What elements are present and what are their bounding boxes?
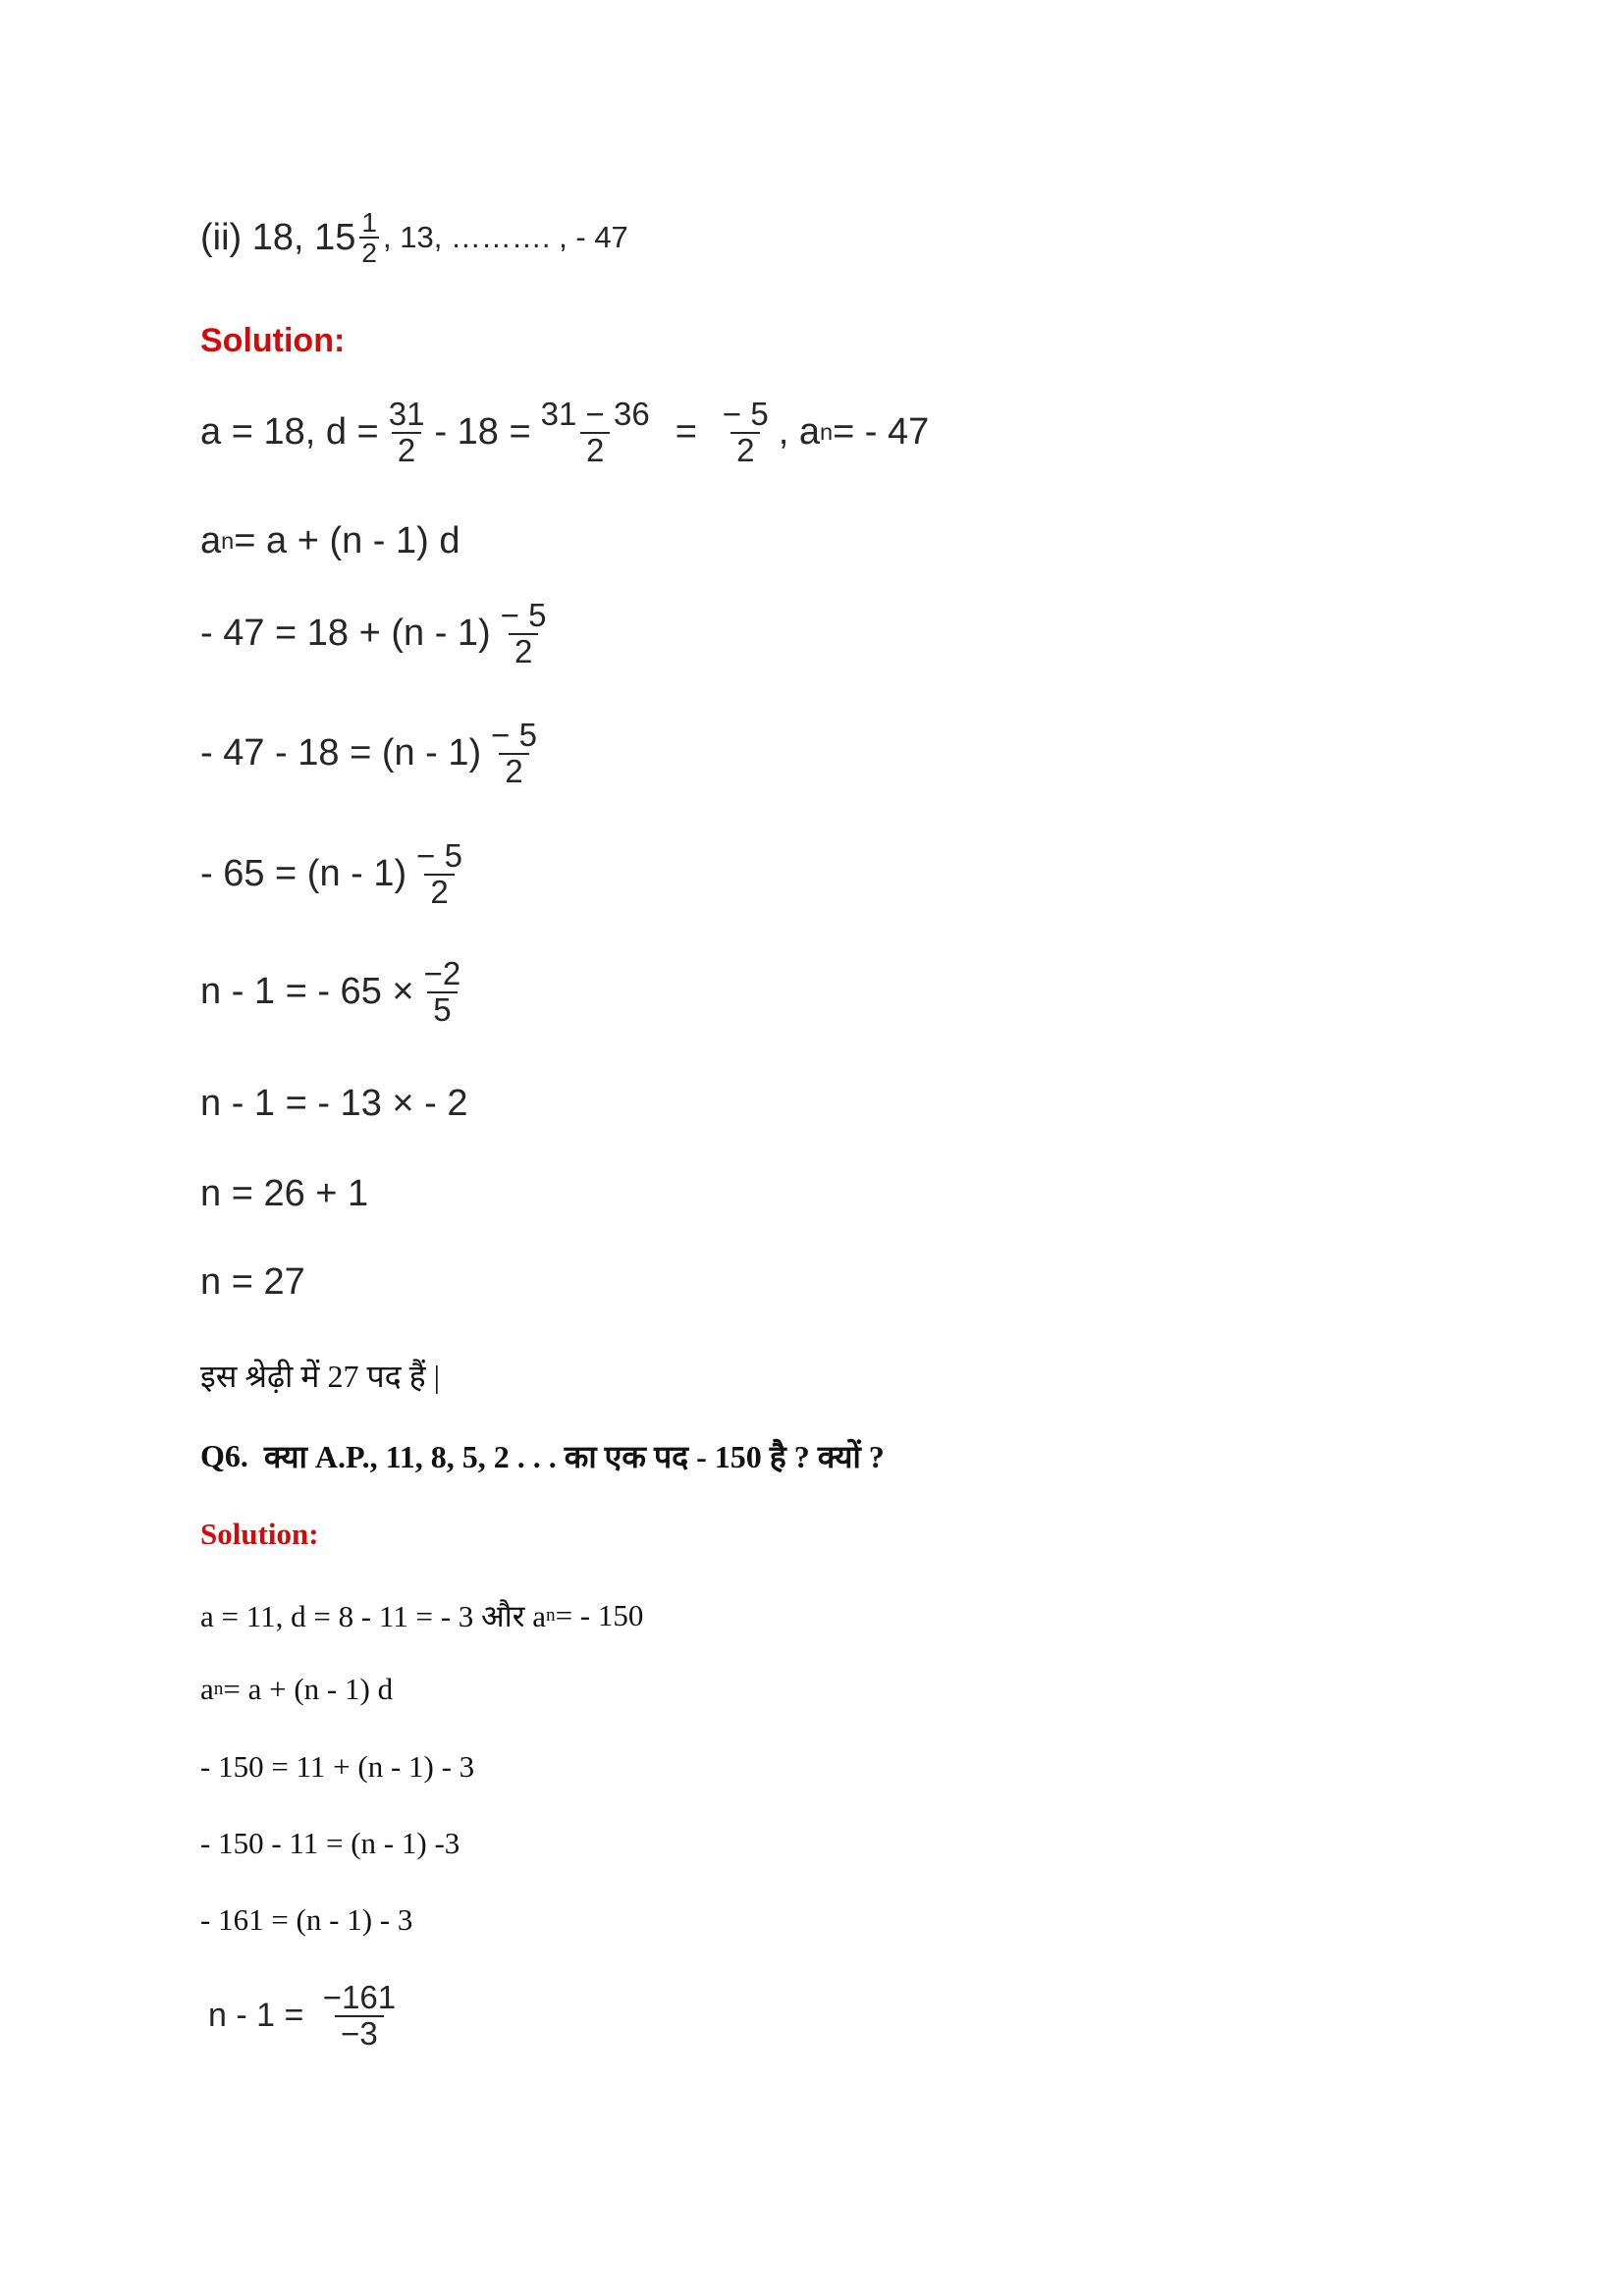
step-values-a: a = 18, d =	[200, 411, 379, 454]
subscript: n	[213, 1679, 224, 1699]
step-line	[200, 1261, 305, 1304]
step-line	[200, 957, 470, 1027]
fraction-numerator: − 5	[416, 837, 462, 874]
fraction-numerator: −161	[322, 1979, 397, 2015]
step-values-an-value: = - 47	[833, 411, 930, 454]
formula-line	[200, 1672, 393, 1707]
subscript: n	[819, 419, 834, 446]
step-text: n = 26 + 1	[200, 1173, 369, 1214]
formula-an: a	[200, 1672, 214, 1706]
fraction-numerator: − 5	[491, 717, 537, 753]
question-number: Q6.	[200, 1438, 248, 1473]
step-text: - 150 - 11 = (n - 1) -3	[200, 1826, 460, 1860]
fraction-denominator: 2	[499, 753, 528, 789]
step-line	[200, 1595, 643, 1636]
step-lhs: a = 11, d = 8 - 11 = - 3 और a	[200, 1599, 546, 1633]
part-ii-label: (ii)	[200, 216, 243, 258]
formula-rest: = a + (n - 1) d	[234, 520, 460, 561]
fraction-denominator: 2	[580, 432, 610, 468]
step-lhs: - 47 - 18 = (n - 1)	[200, 732, 482, 774]
step-lhs: n - 1 =	[208, 1997, 304, 2035]
part-ii-first-terms: 18, 15	[251, 216, 356, 258]
fraction-numerator: 31	[388, 396, 425, 432]
step-line	[200, 719, 547, 788]
solution-heading	[200, 322, 345, 360]
fraction-numerator: − 5	[500, 597, 547, 633]
question-text: क्या A.P., 11, 8, 5, 2 . . . का एक पद - 150 है ? क्यों ?	[263, 1439, 885, 1474]
conclusion	[200, 1355, 440, 1397]
fraction	[317, 1981, 402, 2051]
solution-heading-text: Solution:	[200, 322, 346, 359]
fraction	[495, 599, 553, 668]
fraction	[485, 719, 543, 788]
step-text: n = 27	[200, 1261, 305, 1303]
step-line	[200, 1826, 460, 1861]
step-text: - 150 = 11 + (n - 1) - 3	[200, 1749, 475, 1784]
fraction-denominator: −3	[335, 2015, 384, 2052]
step-lhs: n - 1 = - 65 ×	[200, 971, 414, 1013]
step-values	[200, 398, 929, 467]
step-line	[200, 1749, 474, 1785]
part-ii-question	[200, 208, 628, 268]
fraction	[418, 957, 467, 1027]
step-text: n - 1 = - 13 × - 2	[200, 1083, 468, 1124]
step-rhs: = - 150	[555, 1598, 644, 1632]
fraction	[410, 839, 468, 909]
step-lhs: - 65 = (n - 1)	[200, 853, 407, 895]
step-line	[200, 1902, 412, 1938]
fraction-numerator: −2	[423, 955, 461, 991]
step-lhs: - 47 = 18 + (n - 1)	[200, 613, 491, 655]
fraction	[383, 398, 431, 467]
subscript: n	[545, 1605, 556, 1626]
equals-sign: =	[675, 411, 697, 454]
mixed-fraction-denominator: 2	[361, 238, 377, 269]
fraction-denominator: 5	[427, 991, 457, 1028]
fraction-denominator: 2	[509, 633, 538, 669]
step-line	[200, 839, 472, 909]
step-line	[200, 1083, 467, 1125]
formula-rest: = a + (n - 1) d	[223, 1672, 394, 1706]
step-line	[208, 1981, 406, 2051]
step-line	[200, 1173, 368, 1215]
step-text: - 161 = (n - 1) - 3	[200, 1902, 413, 1937]
fraction	[717, 398, 775, 467]
fraction-denominator: 2	[730, 432, 760, 468]
formula-an: a	[200, 520, 222, 561]
step-values-an: , a	[778, 411, 820, 454]
part-ii-rest: , 13, ………. , - 47	[383, 220, 628, 255]
step-line	[200, 599, 557, 668]
fraction-numerator: 31 − 36	[540, 396, 650, 432]
fraction-denominator: 2	[424, 874, 454, 910]
solution-heading	[200, 1517, 319, 1552]
formula-line	[200, 520, 460, 562]
fraction-denominator: 2	[392, 432, 421, 468]
question-q6	[200, 1435, 885, 1477]
conclusion-text: इस श्रेढ़ी में 27 पद हैं |	[200, 1359, 441, 1394]
mixed-fraction	[359, 208, 379, 268]
mixed-fraction-numerator: 1	[361, 207, 377, 238]
solution-heading-text: Solution:	[200, 1517, 319, 1551]
fraction	[535, 398, 656, 467]
subscript: n	[221, 528, 235, 554]
step-values-mid: - 18 =	[434, 411, 531, 454]
fraction-numerator: − 5	[722, 396, 769, 432]
